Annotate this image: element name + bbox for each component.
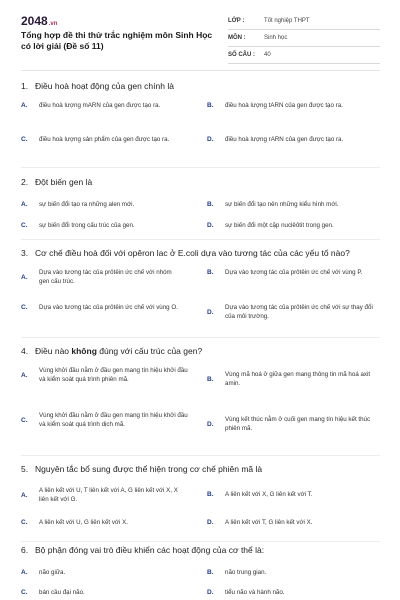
question-4 [21,338,380,456]
option-c[interactable]: C. điều hoà lượng sản phẩm của gen được tạo ra. [21,136,170,143]
question-title: 6. Bộ phận đóng vai trò điều khiển các hoạt động của cơ thể là: [21,545,265,555]
meta-row-mon [228,30,380,47]
option-c[interactable]: C. bán cầu đại não. [21,589,85,596]
option-c[interactable]: C. sự biến đổi trong cấu trúc của gen. [21,222,135,229]
meta-value: Tốt nghiệp THPT [264,18,310,24]
option-b[interactable]: B. điều hoà lượng tARN của gen được tạo ra. [207,102,343,109]
question-title: 4. Điều nào không đúng với cấu trúc của gen? [21,346,203,356]
document-title: Tổng hợp đề thi thử trắc nghiệm môn Sinh Học có lời giải (Đề số 11) [21,30,213,51]
meta-row-lop [228,13,380,30]
option-b[interactable]: B. Dựa vào tương tác của prôtêin ức chế với vùng P. [207,269,363,276]
option-a[interactable]: A. sự biến đổi tạo ra những alen mới. [21,201,135,208]
meta-label: MÔN : [228,35,246,41]
question-title: 3. Cơ chế điều hoà đối với opêron lac ở E.coli dựa vào tương tác của các yếu tố nào? [21,248,350,258]
meta-label: LỚP : [228,18,245,24]
meta-label: SỐ CÂU : [228,52,255,58]
question-title: 1. Điều hoà hoạt động của gen chính là [21,81,174,91]
site-logo[interactable] [21,14,57,28]
option-a[interactable]: A. não giữa. [21,569,66,576]
meta-value: Sinh học [264,35,288,41]
option-d[interactable]: D. Dựa vào tương tác của prôtêin ức chế với sự thay đổi của môi trường. [207,304,373,320]
option-b[interactable]: B. não trung gian. [207,569,267,576]
option-b[interactable]: B. sự biến đổi tạo nên những kiểu hình mới. [207,201,339,208]
option-a[interactable]: A. điều hoà lượng mARN của gen được tạo ra. [21,102,161,109]
option-d[interactable]: D. điều hoà lượng rARN của gen được tạo ra. [207,136,344,143]
question-3 [21,240,380,338]
question-6 [21,542,380,600]
question-2 [21,168,380,240]
option-a[interactable]: A. Dựa vào tương tác của prôtêin ức chế với nhóm gen cấu trúc. [21,269,172,285]
option-d[interactable]: D. A liên kết với T, G liên kết với X. [207,519,313,526]
option-c[interactable]: C. Dựa vào tương tác của prôtêin ức chế với vùng O. [21,304,178,311]
logo-text: 2048 [21,14,48,28]
meta-value: 40 [264,52,271,58]
option-b[interactable]: B. A liên kết với X, G liên kết với T. [207,491,313,498]
question-5 [21,456,380,542]
logo-tld: .vn [48,21,58,27]
option-c[interactable]: C. Vùng khởi đầu nằm ở đầu gen mang tín hiệu khởi đầu và kiểm soát quá trình dịch mã. [21,412,188,428]
option-d[interactable]: D. Vùng kết thúc nằm ở cuối gen mang tín hiệu kết thúc phiên mã. [207,416,371,432]
option-a[interactable]: A. Vùng khởi đầu nằm ở đầu gen mang tín hiệu khởi đầu và kiểm soát quá trình phiên mã. [21,367,188,383]
meta-table [228,13,380,64]
option-c[interactable]: C. A liên kết với U, G liên kết với X. [21,519,128,526]
header-divider [21,70,380,71]
header [0,0,400,62]
option-a[interactable]: A. A liên kết với U, T liên kết với A, G liên kết với X, X liên kết với G. [21,487,178,503]
question-1 [21,72,380,168]
option-d[interactable]: D. tiểu não và hành não. [207,589,285,596]
option-b[interactable]: B. Vùng mã hoá ở giữa gen mang thông tin mã hoá axit amin. [207,371,371,387]
option-d[interactable]: D. sự biến đổi một cặp nuclêôtit trong gen. [207,222,334,229]
question-title: 5. Nguyên tắc bổ sung được thể hiện trong cơ chế phiên mã là [21,464,263,474]
meta-row-socau [228,47,380,64]
question-title: 2. Đột biến gen là [21,177,93,187]
